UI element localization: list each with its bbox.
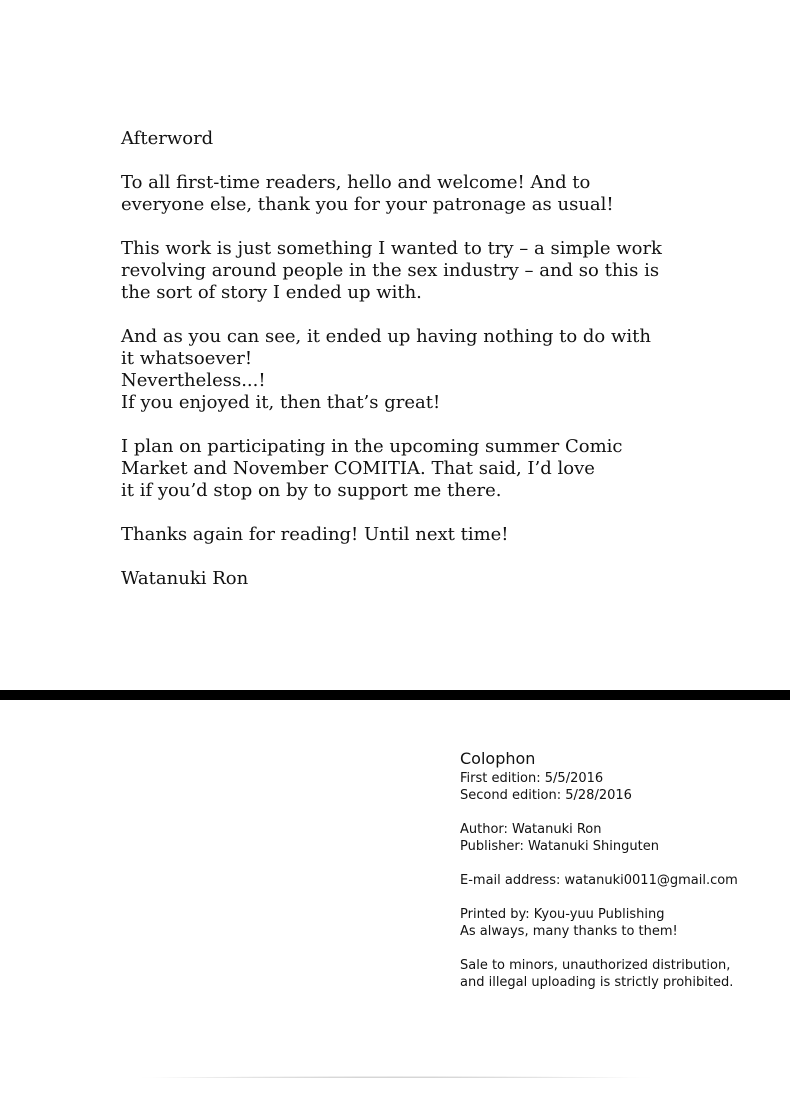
divider-rule — [0, 690, 790, 700]
email-info — [460, 872, 760, 889]
text-line: Thanks again for reading! Until next time! — [121, 524, 509, 545]
text-line: it if you’d stop on by to support me there. — [121, 480, 502, 501]
text-line: And as you can see, it ended up having nothing to do with — [121, 326, 651, 347]
text-line: To all first-time readers, hello and welcome! And to — [121, 172, 591, 193]
colophon-heading: Colophon — [460, 749, 536, 768]
text-line: everyone else, thank you for your patronage as usual! — [121, 194, 614, 215]
text-line: As always, many thanks to them! — [460, 924, 678, 939]
colophon-section — [460, 748, 760, 1008]
text-line: Watanuki Ron — [121, 568, 249, 589]
edition-info — [460, 770, 760, 804]
afterword-paragraph — [121, 238, 662, 304]
text-line: Printed by: Kyou-yuu Publishing — [460, 907, 665, 922]
afterword-signature — [121, 568, 641, 590]
text-line: and illegal uploading is strictly prohibited. — [460, 975, 734, 990]
afterword-paragraph — [121, 172, 641, 216]
afterword-paragraph — [121, 326, 651, 414]
text-line: If you enjoyed it, then that’s great! — [121, 392, 441, 413]
text-line: I plan on participating in the upcoming summer Comic — [121, 436, 623, 457]
page-bottom-edge — [0, 1078, 790, 1099]
text-line: Author: Watanuki Ron — [460, 822, 602, 837]
text-line: This work is just something I wanted to try – a simple work — [121, 238, 662, 259]
text-line: Second edition: 5/28/2016 — [460, 788, 632, 803]
afterword-section — [121, 128, 662, 612]
afterword-title: Afterword — [121, 128, 214, 149]
text-line: E-mail address: watanuki0011@gmail.com — [460, 873, 738, 888]
author-info — [460, 821, 760, 855]
text-line: revolving around people in the sex industry – and so this is — [121, 260, 660, 281]
printer-info — [460, 906, 760, 940]
text-line: the sort of story I ended up with. — [121, 282, 422, 303]
text-line: Market and November COMITIA. That said, I’d love — [121, 458, 595, 479]
text-line: Nevertheless...! — [121, 370, 266, 391]
afterword-paragraph — [121, 524, 641, 546]
afterword-paragraph — [121, 436, 641, 502]
text-line: Publisher: Watanuki Shinguten — [460, 839, 659, 854]
text-line: it whatsoever! — [121, 348, 253, 369]
legal-notice — [460, 957, 760, 991]
text-line: First edition: 5/5/2016 — [460, 771, 604, 786]
text-line: Sale to minors, unauthorized distribution, — [460, 958, 731, 973]
